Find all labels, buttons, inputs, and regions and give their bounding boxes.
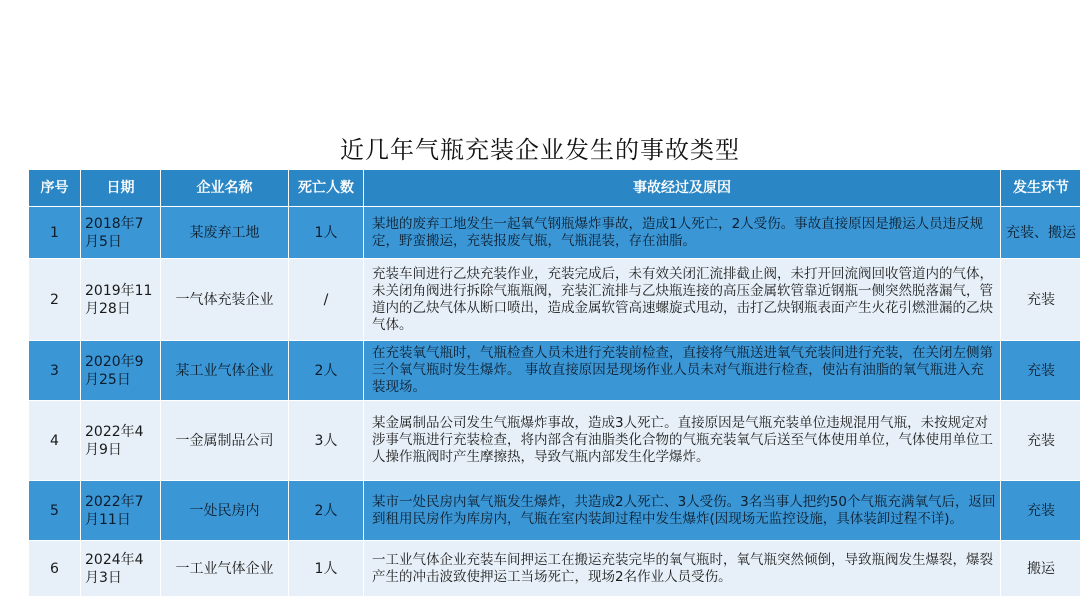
cell-stage: 充装、搬运: [1001, 207, 1080, 259]
cell-no: 6: [29, 541, 81, 597]
cell-date: 2018年7月5日: [81, 207, 161, 259]
cell-company: 一工业气体企业: [161, 541, 289, 597]
cell-no: 5: [29, 481, 81, 541]
cell-description: 一工业气体企业充装车间押运工在搬运充装完毕的氧气瓶时，氧气瓶突然倾倒，导致瓶阀发生爆裂，爆裂产生的冲击波致使押运工当场死亡，现场2名作业人员受伤。: [364, 541, 1001, 597]
accident-table: [28, 169, 1080, 597]
cell-deaths: 3人: [289, 401, 364, 481]
cell-stage: 搬运: [1001, 541, 1080, 597]
table-row: [29, 401, 1080, 481]
cell-no: 4: [29, 401, 81, 481]
table-row: [29, 341, 1080, 401]
header-no: 序号: [29, 170, 81, 207]
cell-no: 2: [29, 259, 81, 341]
table-row: [29, 481, 1080, 541]
cell-date: 2022年7月11日: [81, 481, 161, 541]
cell-company: 某废弃工地: [161, 207, 289, 259]
cell-description: 在充装氧气瓶时，气瓶检查人员未进行充装前检查，直接将气瓶送进氧气充装间进行充装，在关闭左侧第三个氧气瓶时发生爆炸。 事故直接原因是现场作业人员未对气瓶进行检查，使沾有油脂的氧气瓶进入充装现场。: [364, 341, 1001, 401]
cell-date: 2022年4月9日: [81, 401, 161, 481]
table-row: [29, 207, 1080, 259]
cell-description: 充装车间进行乙炔充装作业，充装完成后，未有效关闭汇流排截止阀，未打开回流阀回收管道内的气体，未关闭角阀进行拆除气瓶瓶阀，充装汇流排与乙炔瓶连接的高压金属软管靠近钢瓶一侧突然脱落漏气，管道内的乙炔气体从断口喷出，造成金属软管高速螺旋式甩动，击打乙炔钢瓶表面产生火花引燃泄漏的乙炔气体。: [364, 259, 1001, 341]
cell-description: 某地的废弃工地发生一起氧气钢瓶爆炸事故，造成1人死亡，2人受伤。事故直接原因是搬运人员违反规定，野蛮搬运，充装报废气瓶，气瓶混装，存在油脂。: [364, 207, 1001, 259]
cell-company: 某工业气体企业: [161, 341, 289, 401]
cell-deaths: /: [289, 259, 364, 341]
cell-deaths: 2人: [289, 341, 364, 401]
table-row: [29, 259, 1080, 341]
cell-deaths: 1人: [289, 207, 364, 259]
cell-deaths: 1人: [289, 541, 364, 597]
cell-date: 2024年4月3日: [81, 541, 161, 597]
cell-date: 2019年11月28日: [81, 259, 161, 341]
cell-deaths: 2人: [289, 481, 364, 541]
header-date: 日期: [81, 170, 161, 207]
cell-company: 一金属制品公司: [161, 401, 289, 481]
cell-company: 一气体充装企业: [161, 259, 289, 341]
cell-date: 2020年9月25日: [81, 341, 161, 401]
cell-description: 某金属制品公司发生气瓶爆炸事故，造成3人死亡。直接原因是气瓶充装单位违规混用气瓶，未按规定对涉事气瓶进行充装检查，将内部含有油脂类化合物的气瓶充装氧气后送至气体使用单位，气体使用单位工人操作瓶阀时产生摩擦热，导致气瓶内部发生化学爆炸。: [364, 401, 1001, 481]
cell-stage: 充装: [1001, 481, 1080, 541]
page-title: 近几年气瓶充装企业发生的事故类型: [340, 136, 740, 164]
table-row: [29, 541, 1080, 597]
table-header-row: [29, 170, 1080, 207]
header-stage: 发生环节: [1001, 170, 1080, 207]
cell-company: 一处民房内: [161, 481, 289, 541]
header-company: 企业名称: [161, 170, 289, 207]
header-description: 事故经过及原因: [364, 170, 1001, 207]
header-deaths: 死亡人数: [289, 170, 364, 207]
cell-stage: 充装: [1001, 341, 1080, 401]
cell-stage: 充装: [1001, 401, 1080, 481]
cell-description: 某市一处民房内氧气瓶发生爆炸，共造成2人死亡、3人受伤。3名当事人把约50个气瓶充满氧气后，返回到租用民房作为库房内，气瓶在室内装卸过程中发生爆炸(因现场无监控设施，具体装卸过程不详)。: [364, 481, 1001, 541]
cell-no: 3: [29, 341, 81, 401]
cell-no: 1: [29, 207, 81, 259]
cell-stage: 充装: [1001, 259, 1080, 341]
